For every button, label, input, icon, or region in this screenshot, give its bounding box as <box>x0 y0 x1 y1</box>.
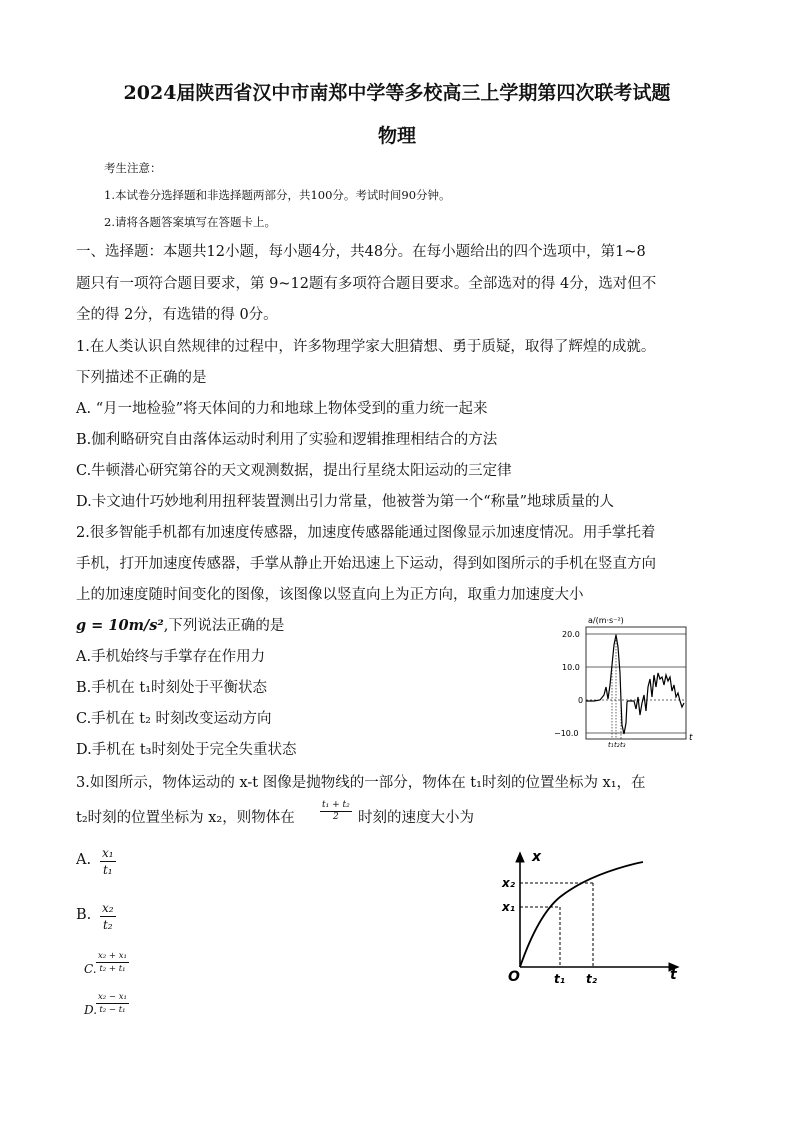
subject-title: 物理 <box>377 125 416 147</box>
graph-xlabel: t <box>689 733 693 743</box>
tick-10: 10.0 <box>562 663 580 672</box>
q3-a-num: x₁ <box>102 846 114 860</box>
mark-t2: t₂ <box>614 741 620 749</box>
q3-d-num: x₂ − x₁ <box>98 992 127 1002</box>
q1-option-c: C.牛顿潜心研究第谷的天文观测数据，提出行星绕太阳运动的三定律 <box>76 463 512 479</box>
q1-option-b: B.伽利略研究自由落体运动时利用了实验和逻辑推理相结合的方法 <box>76 432 498 448</box>
gravity-formula: g = 10m/s² <box>76 617 164 634</box>
q2-stem-line-4 <box>76 614 284 635</box>
tick-minus-10: −10.0 <box>554 729 579 738</box>
q2-option-b: B.手机在 t₁时刻处于平衡状态 <box>76 680 268 696</box>
y-axis-label: x <box>532 849 542 865</box>
q3-option-a-label: A. <box>76 852 92 868</box>
parabola-curve <box>520 862 643 967</box>
section-instructions-line-2: 题只有一项符合题目要求，第 9~12题有多项符合题目要求。全部选对的得 4分，选对但不 <box>76 276 657 292</box>
midpoint-time-fraction <box>320 800 352 823</box>
mark-t3: t₃ <box>620 741 626 749</box>
q2-stem-line-1: 2.很多智能手机都有加速度传感器，加速度传感器能通过图像显示加速度情况。用手掌托着 <box>76 525 656 541</box>
x1-label: x₁ <box>502 900 515 914</box>
q3-d-den: t₂ − t₁ <box>99 1005 126 1015</box>
graph-ylabel: a/(m·s⁻²) <box>588 616 624 625</box>
q3-option-a-fraction <box>100 845 116 878</box>
tick-0: 0 <box>578 696 584 705</box>
x-axis-label: t <box>670 967 677 983</box>
q3-option-c-fraction <box>96 950 129 975</box>
q3-c-num: x₂ + x₁ <box>98 951 127 961</box>
q3-a-den: t₁ <box>102 863 113 877</box>
q3-option-d-fraction <box>96 991 129 1016</box>
tick-20: 20.0 <box>562 630 580 639</box>
origin-label: O <box>508 969 520 985</box>
exam-title: 2024届陕西省汉中市南郑中学等多校高三上学期第四次联考试题 <box>123 82 671 104</box>
q3-b-num: x₂ <box>102 901 114 915</box>
q1-stem-line-1: 1.在人类认识自然规律的过程中，许多物理学家大胆猜想、勇于质疑，取得了辉煌的成就。 <box>76 339 656 355</box>
t2-label: t₂ <box>586 972 597 985</box>
x2-label: x₂ <box>502 876 515 890</box>
q2-option-a: A.手机始终与手掌存在作用力 <box>76 649 266 665</box>
q3-stem-line-1: 3.如图所示，物体运动的 x-t 图像是抛物线的一部分，物体在 t₁时刻的位置坐标为 x₁，在 <box>76 775 646 791</box>
acceleration-time-graph <box>548 615 700 750</box>
q2-stem-line-2: 手机，打开加速度传感器，手掌从静止开始迅速上下运动，得到如图所示的手机在竖直方向 <box>76 556 656 572</box>
notice-item-1: 1.本试卷分选择题和非选择题两部分，共100分。考试时间90分钟。 <box>104 188 451 202</box>
q2-stem-line-3: 上的加速度随时间变化的图像，该图像以竖直向上为正方向，取重力加速度大小 <box>76 587 584 603</box>
notice-heading: 考生注意： <box>104 161 162 175</box>
q1-option-a: A. “月一地检验”将天体间的力和地球上物体受到的重力统一起来 <box>76 401 488 417</box>
t1-label: t₁ <box>554 972 565 985</box>
q1-stem-line-2: 下列描述不正确的是 <box>76 370 207 386</box>
q3-c-den: t₂ + t₁ <box>99 964 126 974</box>
q3-option-b-fraction <box>100 900 116 933</box>
mark-t1: t₁ <box>608 741 614 749</box>
q3-option-c-label: C. <box>84 962 97 976</box>
q1-option-d: D.卡文迪什巧妙地利用扭秤装置测出引力常量，他被誉为第一个“称量”地球质量的人 <box>76 494 615 510</box>
q3-option-b-label: B. <box>76 907 92 923</box>
midpoint-numerator: t₁ + t₂ <box>322 800 350 810</box>
position-time-graph <box>498 845 688 985</box>
q2-stem-tail: ,下列说法正确的是 <box>163 618 285 634</box>
section-instructions-line-3: 全的得 2分，有选错的得 0分。 <box>76 307 278 323</box>
acceleration-curve <box>586 635 684 734</box>
q2-option-d: D.手机在 t₃时刻处于完全失重状态 <box>76 742 297 758</box>
notice-item-2: 2.请将各题答案填写在答题卡上。 <box>104 215 276 229</box>
section-instructions-line-1: 一、选择题：本题共12小题，每小题4分，共48分。在每小题给出的四个选项中，第1~8 <box>76 244 646 260</box>
q3-option-d-label: D. <box>84 1003 98 1017</box>
q3-b-den: t₂ <box>102 918 113 932</box>
q3-stem-line-2b: 时刻的速度大小为 <box>358 810 474 826</box>
q2-option-c: C.手机在 t₂ 时刻改变运动方向 <box>76 711 272 727</box>
midpoint-denominator: 2 <box>332 812 339 822</box>
q3-stem-line-2a: t₂时刻的位置坐标为 x₂，则物体在 <box>76 810 295 826</box>
